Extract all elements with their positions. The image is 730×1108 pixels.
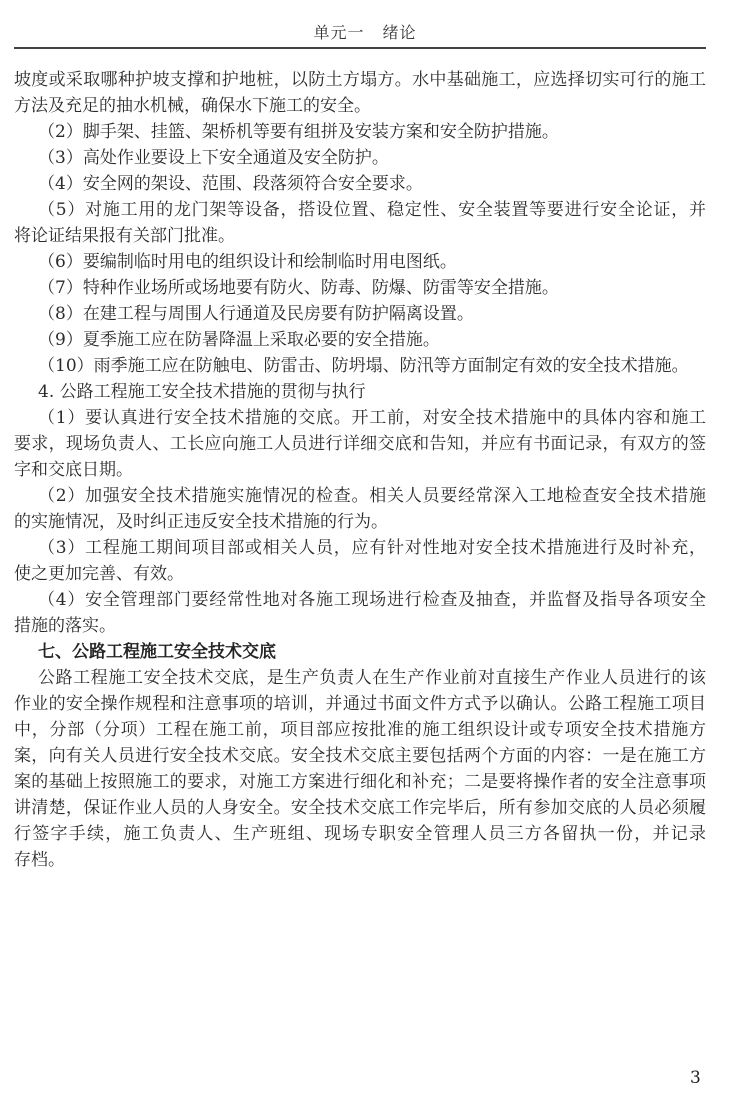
unit-label: 单元一 [313, 23, 365, 42]
text-line: （2）脚手架、挂篮、架桥机等要有组拼及安装方案和安全防护措施。 [38, 122, 559, 142]
paragraph [14, 379, 706, 405]
section-heading [14, 639, 706, 665]
paragraph [14, 275, 706, 301]
text-line: 方法及充足的抽水机械，确保水下施工的安全。 [14, 96, 371, 116]
text-line: （10）雨季施工应在防触电、防雷击、防坍塌、防汛等方面制定有效的安全技术措施。 [38, 356, 689, 376]
text-line: （7）特种作业场所或场地要有防火、防毒、防爆、防雷等安全措施。 [38, 278, 559, 298]
text-line: （4）安全网的架设、范围、段落须符合安全要求。 [38, 174, 423, 194]
text-line: （2）加强安全技术措施实施情况的检查。相关人员要经常深入工地检查安全技术措施 [38, 486, 706, 506]
paragraph [14, 405, 706, 483]
document-body [14, 67, 706, 873]
text-line: 坡度或采取哪种护坡支撑和护地桩，以防土方塌方。水中基础施工，应选择切实可行的施工 [14, 70, 706, 90]
text-line: （9）夏季施工应在防暑降温上采取必要的安全措施。 [38, 330, 440, 350]
running-header [0, 20, 730, 43]
paragraph [14, 535, 706, 587]
text-line: 案的基础上按照施工的要求，对施工方案进行细化和补充；二是要将操作者的安全注意事项 [14, 772, 706, 792]
text-line: 将论证结果报有关部门批准。 [14, 226, 235, 246]
text-line: （3）工程施工期间项目部或相关人员，应有针对性地对安全技术措施进行及时补充， [38, 538, 706, 558]
paragraph [14, 665, 706, 873]
text-line: （3）高处作业要设上下安全通道及安全防护。 [38, 148, 389, 168]
text-line: （8）在建工程与周围人行通道及民房要有防护隔离设置。 [38, 304, 474, 324]
text-line: 中，分部（分项）工程在施工前，项目部应按批准的施工组织设计或专项安全技术措施方 [14, 720, 706, 740]
text-line: 案，向有关人员进行安全技术交底。安全技术交底主要包括两个方面的内容：一是在施工方 [14, 746, 706, 766]
paragraph [14, 249, 706, 275]
paragraph [14, 145, 706, 171]
header-rule [14, 47, 706, 49]
text-line: 要求，现场负责人、工长应向施工人员进行详细交底和告知，并应有书面记录，有双方的签 [14, 434, 706, 454]
text-line: 存档。 [14, 850, 65, 870]
text-line: 4. 公路工程施工安全技术措施的贯彻与执行 [38, 382, 366, 402]
text-line: 行签字手续，施工负责人、生产班组、现场专职安全管理人员三方各留执一份，并记录 [14, 824, 706, 844]
text-line: （4）安全管理部门要经常性地对各施工现场进行检查及抽查，并监督及指导各项安全 [38, 590, 706, 610]
page-number: 3 [690, 1068, 701, 1088]
text-line: （1）要认真进行安全技术措施的交底。开工前，对安全技术措施中的具体内容和施工 [38, 408, 706, 428]
paragraph [14, 171, 706, 197]
text-line: 七、公路工程施工安全技术交底 [38, 642, 276, 662]
paragraph [14, 67, 706, 119]
paragraph [14, 119, 706, 145]
text-line: 的实施情况，及时纠正违反安全技术措施的行为。 [14, 512, 388, 532]
paragraph [14, 587, 706, 639]
chapter-title: 绪论 [382, 23, 417, 42]
text-line: 讲清楚，保证作业人员的人身安全。安全技术交底工作完毕后，所有参加交底的人员必须履 [14, 798, 706, 818]
paragraph [14, 353, 706, 379]
paragraph [14, 301, 706, 327]
text-line: 字和交底日期。 [14, 460, 133, 480]
text-line: 措施的落实。 [14, 616, 116, 636]
text-line: 公路工程施工安全技术交底，是生产负责人在生产作业前对直接生产作业人员进行的该 [38, 668, 706, 688]
text-line: （5）对施工用的龙门架等设备，搭设位置、稳定性、安全装置等要进行安全论证，并 [38, 200, 706, 220]
paragraph [14, 483, 706, 535]
paragraph [14, 327, 706, 353]
text-line: 使之更加完善、有效。 [14, 564, 184, 584]
text-line: 作业的安全操作规程和注意事项的培训，并通过书面文件方式予以确认。公路工程施工项目 [14, 694, 706, 714]
text-line: （6）要编制临时用电的组织设计和绘制临时用电图纸。 [38, 252, 457, 272]
paragraph [14, 197, 706, 249]
